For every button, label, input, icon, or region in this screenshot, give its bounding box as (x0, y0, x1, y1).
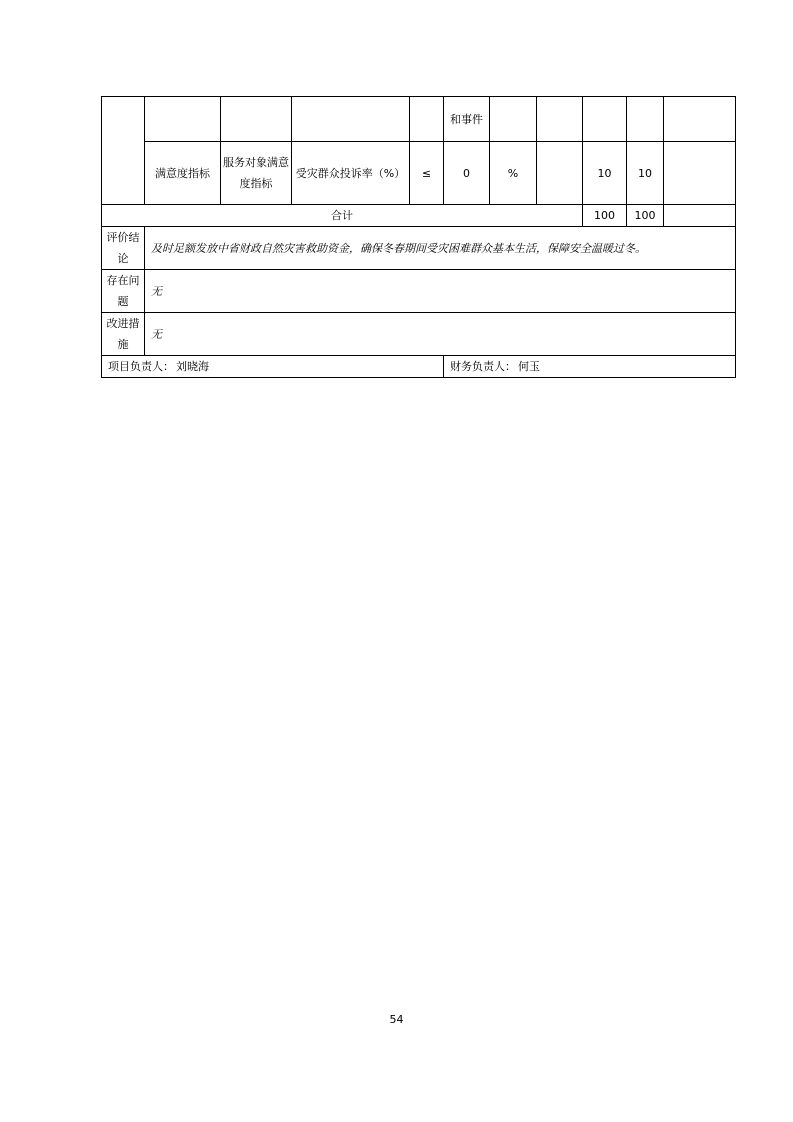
empty-cell (664, 142, 736, 205)
table-row-improvements (102, 313, 736, 356)
project-lead-label: 项目负责人： (108, 360, 174, 373)
empty-cell (490, 97, 537, 142)
indicator-operator: ≤ (410, 142, 444, 205)
finance-lead-cell (444, 356, 736, 378)
performance-evaluation-table (101, 96, 736, 378)
indicator-unit: % (490, 142, 537, 205)
project-lead-name: 刘晓海 (176, 360, 209, 373)
empty-cell (537, 142, 583, 205)
empty-cell (664, 205, 736, 227)
issues-text: 无 (145, 270, 736, 313)
empty-cell (627, 97, 664, 142)
table-row (102, 97, 736, 142)
indicator-category: 满意度指标 (145, 142, 221, 205)
empty-cell (145, 97, 221, 142)
continued-text-cell: 和事件 (444, 97, 490, 142)
table-row-total (102, 205, 736, 227)
evaluation-label: 评价结论 (102, 227, 145, 270)
evaluation-text: 及时足额发放中省财政自然灾害救助资金，确保冬春期间受灾困难群众基本生活，保障安全温暖过冬。 (145, 227, 736, 270)
empty-cell (537, 97, 583, 142)
empty-cell (102, 97, 145, 205)
page-number: 54 (389, 1013, 404, 1026)
empty-cell (583, 97, 627, 142)
finance-lead-name: 何玉 (518, 360, 540, 373)
total-score: 100 (627, 205, 664, 227)
improvements-label: 改进措施 (102, 313, 145, 356)
empty-cell (221, 97, 292, 142)
project-lead-cell (102, 356, 444, 378)
total-label: 合计 (102, 205, 583, 227)
table-row-signatures (102, 356, 736, 378)
table-row-evaluation (102, 227, 736, 270)
finance-lead-label: 财务负责人： (450, 360, 516, 373)
indicator-weight: 10 (583, 142, 627, 205)
indicator-name: 受灾群众投诉率（%） (292, 142, 410, 205)
indicator-score: 10 (627, 142, 664, 205)
empty-cell (664, 97, 736, 142)
issues-label: 存在问题 (102, 270, 145, 313)
empty-cell (410, 97, 444, 142)
indicator-target: 0 (444, 142, 490, 205)
improvements-text: 无 (145, 313, 736, 356)
table-row (102, 142, 736, 205)
indicator-subcategory: 服务对象满意度指标 (221, 142, 292, 205)
empty-cell (292, 97, 410, 142)
total-weight: 100 (583, 205, 627, 227)
table-row-issues (102, 270, 736, 313)
